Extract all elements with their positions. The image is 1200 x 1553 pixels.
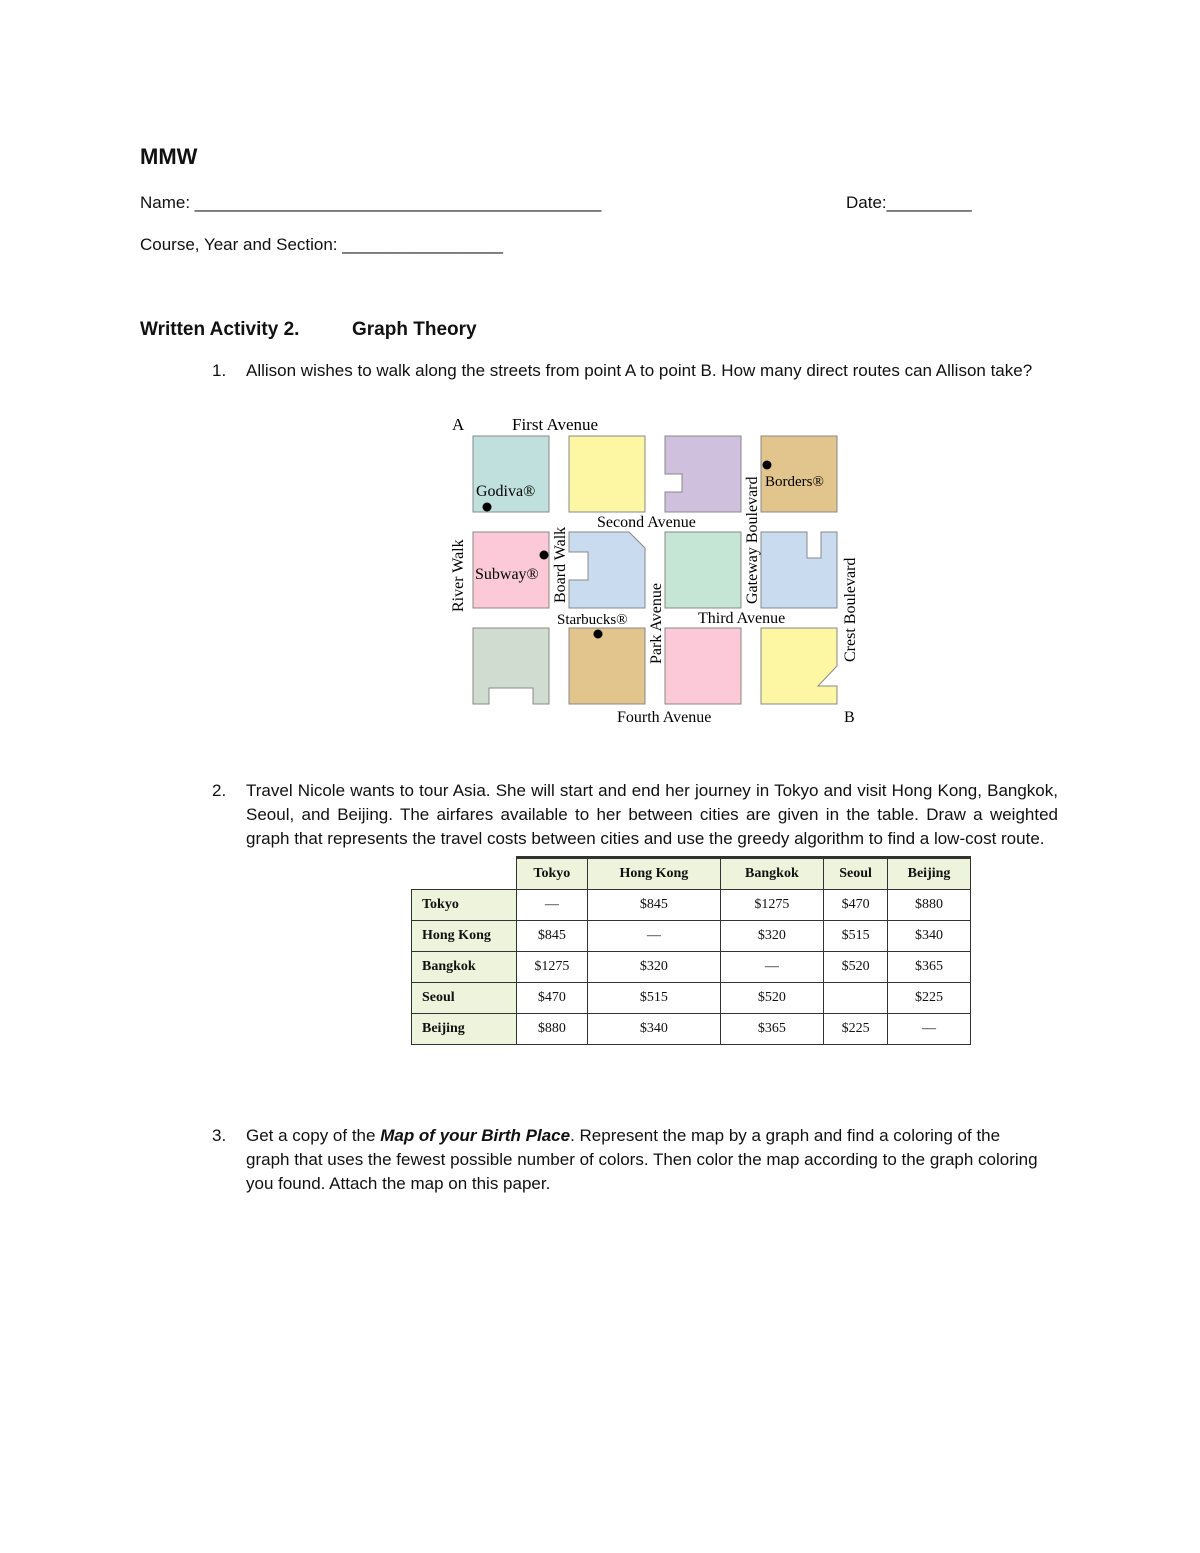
fare-cell: $225 (824, 1014, 888, 1045)
table-row (412, 890, 971, 921)
block-blue-right (761, 532, 837, 608)
fare-cell: $340 (588, 1014, 720, 1045)
block-yellow-bottom (761, 628, 837, 704)
street-third-avenue: Third Avenue (698, 610, 786, 627)
block-starbucks (569, 628, 645, 704)
question-2-text: Travel Nicole wants to tour Asia. She will start and end her journey in Tokyo and visit Hong Kong, Bangkok, Seoul, and Beijing. The airfares available to her between cities are given in the table. Draw a weighted graph that represents the travel costs between cities and use the greedy algorithm to find a low-cost route. (246, 781, 1058, 848)
street-crest-boulevard: Crest Boulevard (842, 557, 859, 662)
table-row (412, 921, 971, 952)
fare-cell: $365 (888, 952, 971, 983)
row-header: Seoul (412, 983, 517, 1014)
godiva-marker (483, 503, 492, 512)
fare-cell: — (516, 890, 588, 921)
row-header: Beijing (412, 1014, 517, 1045)
place-subway: Subway® (475, 566, 539, 583)
column-header: Tokyo (516, 858, 588, 890)
subway-marker (540, 551, 549, 560)
place-borders: Borders® (765, 474, 824, 490)
fare-cell: $225 (888, 983, 971, 1014)
block-godiva (473, 436, 549, 512)
fare-cell: $320 (588, 952, 720, 983)
question-1-text: Allison wishes to walk along the streets from point A to point B. How many direct routes can Allison take? (246, 361, 1033, 380)
page-title: MMW (140, 144, 198, 169)
fare-cell: $515 (588, 983, 720, 1014)
fare-cell: $470 (824, 890, 888, 921)
date-field-line[interactable]: Date:_________ (846, 193, 972, 212)
course-field-line[interactable]: Course, Year and Section: _________________ (140, 235, 503, 254)
airfare-table (411, 856, 971, 1045)
place-starbucks: Starbucks® (557, 612, 628, 628)
fare-cell: — (720, 952, 824, 983)
activity-topic: Graph Theory (352, 319, 477, 340)
block-pink-bottom (665, 628, 741, 704)
borders-marker (763, 461, 772, 470)
row-header: Tokyo (412, 890, 517, 921)
street-river-walk: River Walk (450, 539, 467, 612)
question-3-number: 3. (212, 1126, 227, 1145)
fare-cell: $1275 (516, 952, 588, 983)
column-header: Hong Kong (588, 858, 720, 890)
point-b-label: B (844, 709, 855, 726)
fare-cell: $515 (824, 921, 888, 952)
block-lavender (665, 436, 741, 512)
street-park-avenue: Park Avenue (648, 582, 665, 664)
fare-cell: $470 (516, 983, 588, 1014)
fare-cell: $845 (588, 890, 720, 921)
column-header: Seoul (824, 858, 888, 890)
fare-cell: $845 (516, 921, 588, 952)
table-row (412, 1014, 971, 1045)
street-first-avenue: First Avenue (512, 415, 599, 434)
block-mint (665, 532, 741, 608)
street-fourth-avenue: Fourth Avenue (617, 709, 712, 726)
fare-cell (824, 983, 888, 1014)
city-street-map (440, 412, 870, 730)
question-2-number: 2. (212, 781, 227, 800)
fare-cell: — (588, 921, 720, 952)
block-sage (473, 628, 549, 704)
activity-label: Written Activity 2. (140, 319, 300, 340)
fare-cell: $1275 (720, 890, 824, 921)
point-a-label: A (452, 415, 465, 434)
question-3-text (246, 1124, 1046, 1196)
fare-cell: $320 (720, 921, 824, 952)
table-corner (412, 858, 517, 890)
street-second-avenue: Second Avenue (597, 514, 696, 531)
place-godiva: Godiva® (476, 483, 536, 500)
fare-cell: — (888, 1014, 971, 1045)
block-yellow-top (569, 436, 645, 512)
table-row (412, 983, 971, 1014)
question-3-emphasis: Map of your Birth Place (380, 1126, 571, 1145)
name-field-line[interactable]: Name: ___________________________________________ (140, 193, 602, 212)
fare-cell: $520 (720, 983, 824, 1014)
fare-cell: $880 (888, 890, 971, 921)
starbucks-marker (594, 630, 603, 639)
row-header: Bangkok (412, 952, 517, 983)
row-header: Hong Kong (412, 921, 517, 952)
column-header: Bangkok (720, 858, 824, 890)
fare-cell: $340 (888, 921, 971, 952)
column-header: Beijing (888, 858, 971, 890)
block-blue-left (569, 532, 645, 608)
table-row (412, 952, 971, 983)
fare-cell: $365 (720, 1014, 824, 1045)
fare-cell: $520 (824, 952, 888, 983)
fare-cell: $880 (516, 1014, 588, 1045)
question-3-text-start: Get a copy of the (246, 1126, 381, 1145)
street-gateway-boulevard: Gateway Boulevard (744, 476, 761, 604)
street-board-walk: Board Walk (552, 526, 569, 603)
question-1-number: 1. (212, 361, 227, 380)
question-3-text-end: . Represent the map by a graph and find a coloring of the graph that uses the fewest possible number of colors. Then color the map according to the graph coloring you found. Attach the map on this paper. (246, 1126, 1038, 1193)
